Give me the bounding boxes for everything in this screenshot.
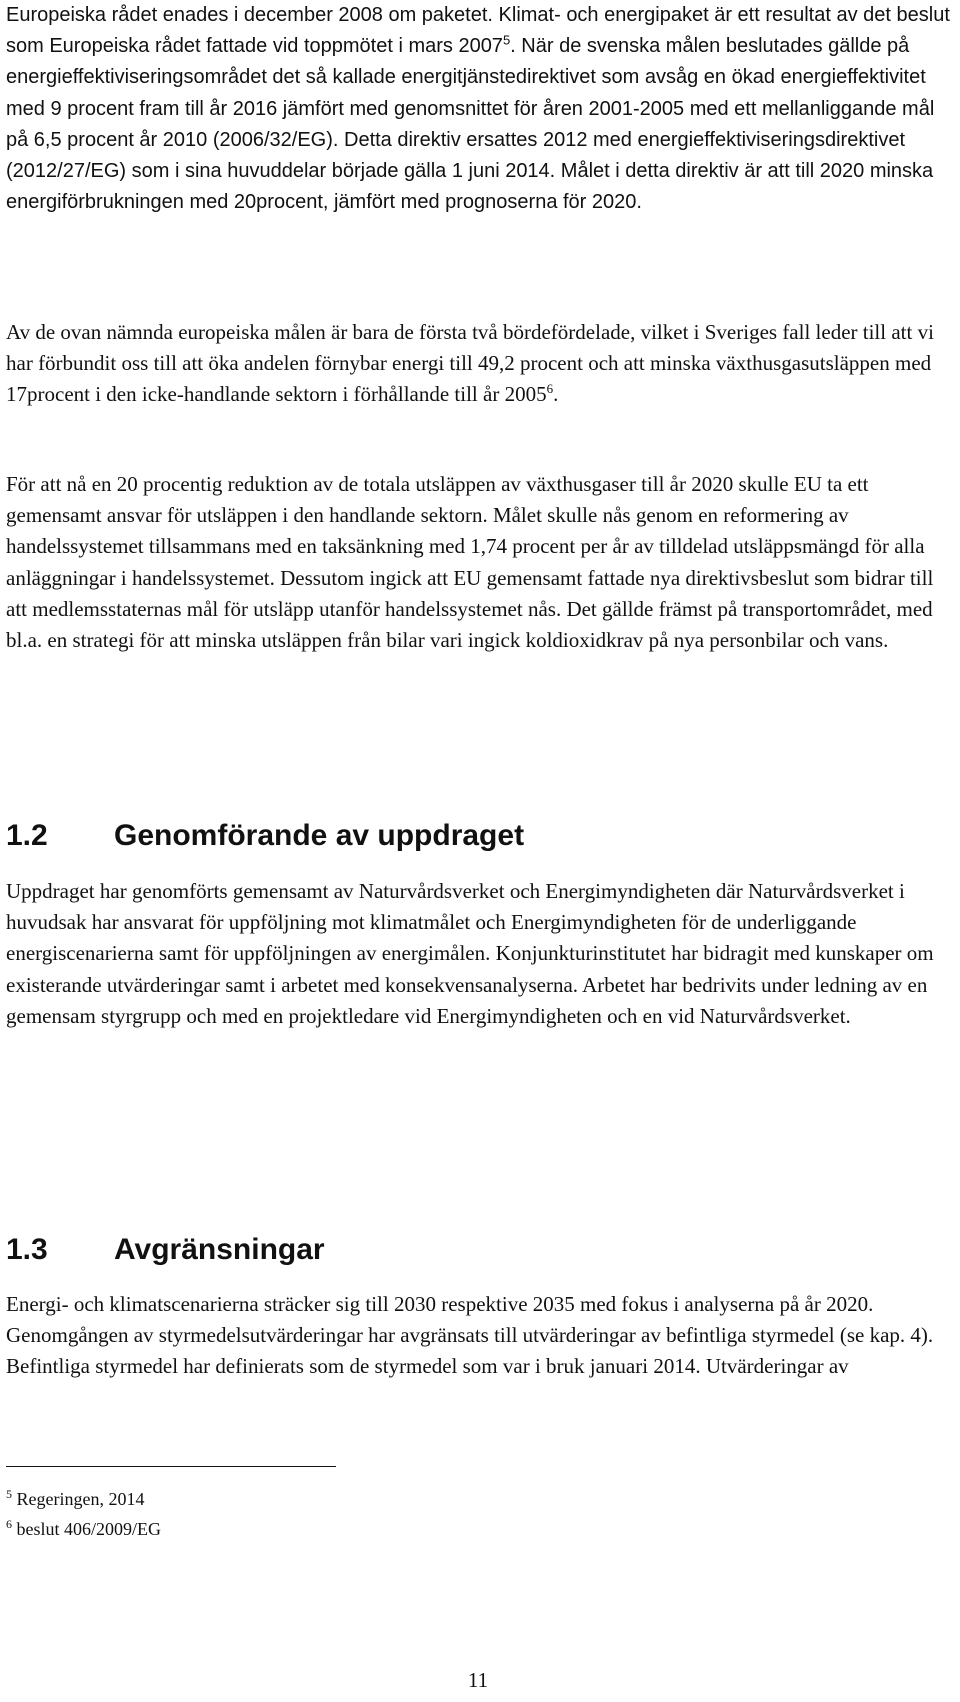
section-number: 1.2 — [6, 819, 48, 852]
footnote-6 — [6, 1518, 161, 1540]
section-number: 1.3 — [6, 1233, 48, 1266]
paragraph-eu-council — [6, 0, 950, 218]
paragraph-scope: Energi- och klimatscenarierna sträcker sig till 2030 respektive 2035 med fokus i analyserna på år 2020. Genomgången av styrmedelsutvärderingar har avgränsats till utvärderingar av befintliga styrmedel (se kap. 4). Befintliga styrmedel har definierats som de styrmedel som var i bruk januari 2014. Utvärderingar av — [6, 1292, 934, 1379]
footnote-divider — [6, 1466, 336, 1467]
paragraph-text: Av de ovan nämnda europeiska målen är bara de första två bördefördelade, vilket i Sveriges fall leder till att vi har förbundit oss till att öka andelen förnybar energi till 49,2 procent och att minska växthusgasutsläppen med 17procent i den icke-handlande sektorn i förhållande till år 2005 — [6, 320, 934, 407]
paragraph-text: . — [553, 382, 559, 407]
footnote-number: 6 — [6, 1517, 12, 1531]
section-title: Avgränsningar — [114, 1233, 325, 1266]
footnote-ref-5[interactable]: 5 — [502, 32, 511, 48]
footnote-number: 5 — [6, 1487, 12, 1501]
section-title: Genomförande av uppdraget — [114, 819, 525, 852]
section-heading-1-2 — [6, 818, 524, 854]
footnote-text: Regeringen, 2014 — [16, 1489, 145, 1509]
footnote-text: beslut 406/2009/EG — [16, 1519, 161, 1539]
paragraph-burden-sharing — [6, 317, 950, 411]
paragraph-trading-sector: För att nå en 20 procentig reduktion av de totala utsläppen av växthusgaser till år 2020 skulle EU ta ett gemensamt ansvar för utsläppen i den handlande sektorn. Målet skulle nås genom en reformering av handelssystemet tillsammans med en taksänkning med 1,74 procent per år av tilldelad utsläppsmängd för alla anläggningar i handelssystemet. Dessutom ingick att EU gemensamt fattade nya direktivsbeslut som bidrar till att medlemsstaternas mål för utsläpp utanför handelssystemet nås. Det gällde främst på transportområdet, med bl.a. en strategi för att minska utsläppen från bilar vari ingick koldioxidkrav på nya personbilar och vans. — [6, 472, 934, 653]
paragraph-text: Europeiska rådet enades i december 2008 om paketet. Klimat- och energipaket är ett resultat av det beslut som Europeiska rådet fattade vid toppmötet i mars 2007 — [6, 4, 950, 58]
page-number: 11 — [467, 1668, 489, 1692]
paragraph-implementation: Uppdraget har genomförts gemensamt av Naturvårdsverket och Energimyndigheten där Naturvårdsverket i huvudsak har ansvarat för uppföljning mot klimatmålet och Energimyndigheten för de underliggande energiscenarierna samt för uppföljningen av energimålen. Konjunkturinstitutet har bidragit med kunskaper om existerande utvärderingar samt i arbetet med konsekvensanalyserna. Arbetet har bedrivits under ledning av en gemensam styrgrupp och med en projektledare vid Energimyndigheten och en vid Naturvårdsverket. — [6, 879, 934, 1028]
footnote-ref-6[interactable]: 6 — [546, 381, 554, 397]
footnote-5 — [6, 1488, 144, 1510]
section-heading-1-3 — [6, 1232, 325, 1268]
paragraph-text: . När de svenska målen beslutades gällde på energieffektiviseringsområdet det så kallade energitjänstedirektivet som avsåg en ökad energieffektivitet med 9 procent fram till år 2016 jämfört med genomsnittet för åren 2001-2005 med ett mellanliggande mål på 6,5 procent år 2010 (2006/32/EG). Detta direktiv ersattes 2012 med energieffektiviseringsdirektivet (2012/27/EG) som i sina huvuddelar började gälla 1 juni 2014. Målet i detta direktiv är att till 2020 minska energiförbrukningen med 20procent, jämfört med prognoserna för 2020. — [6, 35, 935, 214]
